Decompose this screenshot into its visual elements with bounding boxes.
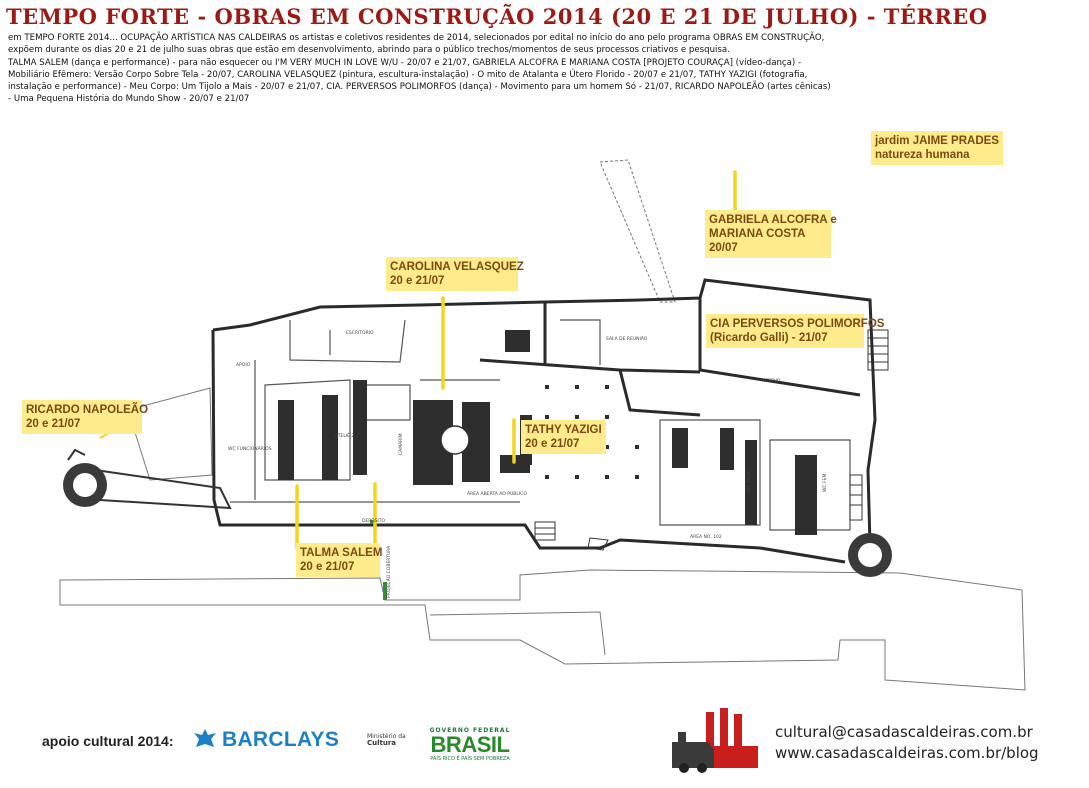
tag-line: 20 e 21/07 [300,561,355,573]
tag-line: TATHY YAZIGI [525,424,602,436]
tag-line: 20 e 21/07 [26,418,81,430]
description-line: em TEMPO FORTE 2014... OCUPAÇÃO ARTÍSTICA NAS CALDEIRAS os artistas e coletivos residentes de 2014, selecionados por edital no início do ano pelo programa OBRAS EM CONSTRUÇÃO, [8,33,825,43]
contact-website[interactable]: www.casadascaldeiras.com.br/blog [775,744,1039,762]
tag-line: GABRIELA ALCOFRA e [709,214,837,226]
tag-tathy-yazigi [521,420,606,454]
room-label: ÁREA NO. 102 [690,535,722,540]
room-label: DEPÓSITO [362,519,386,524]
brasil-logo [422,727,518,762]
tag-line: 20 e 21/07 [390,275,445,287]
contact-info [775,722,1039,764]
tag-line: MARIANA COSTA [709,228,806,240]
description-line: instalação e performance) - Meu Corpo: Um Tijolo a Mais - 20/07 e 21/07, CIA. PERVERSOS POLIMORFOS (dança) - Movimento para um homem Só - 21/07, RICARDO NAPOLEÃO (artes cênicas) [8,82,831,93]
description-line: Mobiliário Efêmero: Versão Corpo Sobre Tela - 20/07, CAROLINA VELASQUEZ (pintura, escultura-instalação) - O mito de Atalanta e Útero Florido - 20/07 e 21/07, TATHY YAZIGI (fotografia, [8,69,808,80]
left-tower [63,450,107,507]
sponsor-name: BARCLAYS [222,728,340,751]
room-label: WC FUNCIONÁRIOS [228,447,272,452]
gov-label: GOVERNO FEDERAL [429,727,511,734]
room-label: WC FEM. [823,472,828,492]
tag-cia-perversos [706,314,885,348]
tag-line: (Ricardo Galli) - 21/07 [710,332,828,344]
page-title: TEMPO FORTE - OBRAS EM CONSTRUÇÃO 2014 (20 E 21 DE JULHO) - TÉRREO [6,4,988,29]
right-tower [848,533,892,577]
ministry-line: Cultura [367,739,397,747]
tag-line: 20 e 21/07 [525,438,580,450]
room-label: SALA DE REUNIÃO [606,337,648,342]
description-line: - Uma Pequena História do Mundo Show - 20/07 e 21/07 [8,94,250,105]
room-label: ACERVO [762,379,781,384]
eagle-icon [192,727,218,753]
tag-gabriela-mariana [705,210,837,258]
tag-line: 20/07 [709,242,738,254]
room-label: CAMARIM [399,433,404,455]
country-name: BRASIL [430,732,510,757]
tag-talma-salem [296,543,383,577]
ministry-logo [367,733,406,747]
gov-slogan: PAÍS RICO É PAÍS SEM POBREZA [430,756,510,762]
tag-jaime-prades [871,131,1003,165]
barclays-logo [192,727,339,753]
room-label: ATELIÊ 2 [335,434,355,439]
room-label: ÁREA ABERTA AO PÚBLICO [467,492,527,497]
ministry-line: Ministério da [367,733,406,740]
casa-das-caldeiras-logo [668,706,768,774]
support-label: apoio cultural 2014: [42,733,174,749]
tag-line: CAROLINA VELASQUEZ [390,261,524,273]
tag-line: TALMA SALEM [300,547,383,559]
tag-line: CIA PERVERSOS POLIMORFOS [710,318,885,330]
corridor [95,470,230,508]
tag-carolina-velasquez [386,257,524,291]
room-label: WC MASC. [747,468,752,492]
room-label: PROJEÇÃO COBERTURA [387,545,392,598]
tag-line: RICARDO NAPOLEÃO [26,404,149,416]
description-line: expõem durante os dias 20 e 21 de julho suas obras que estão em desenvolvimento, abrindo para o público trechos/momentos de seus processos criativos e pesquisa. [8,45,730,56]
description-line: TALMA SALEM (dança e performance) - para não esquecer ou I'M VERY MUCH IN LOVE W/U - 20/07 e 21/07, GABRIELA ALCOFRA E MARIANA COSTA [PROJETO COURAÇA] (vídeo-dança) - [8,57,802,68]
room-label: ESCRITÓRIO [346,331,374,336]
tag-line: natureza humana [875,149,970,161]
tag-ricardo-napoleao [22,400,149,434]
room-label: APOIO [236,363,251,368]
tag-line: jardim JAIME PRADES [875,135,999,147]
contact-email[interactable]: cultural@casadascaldeiras.com.br [775,723,1033,741]
